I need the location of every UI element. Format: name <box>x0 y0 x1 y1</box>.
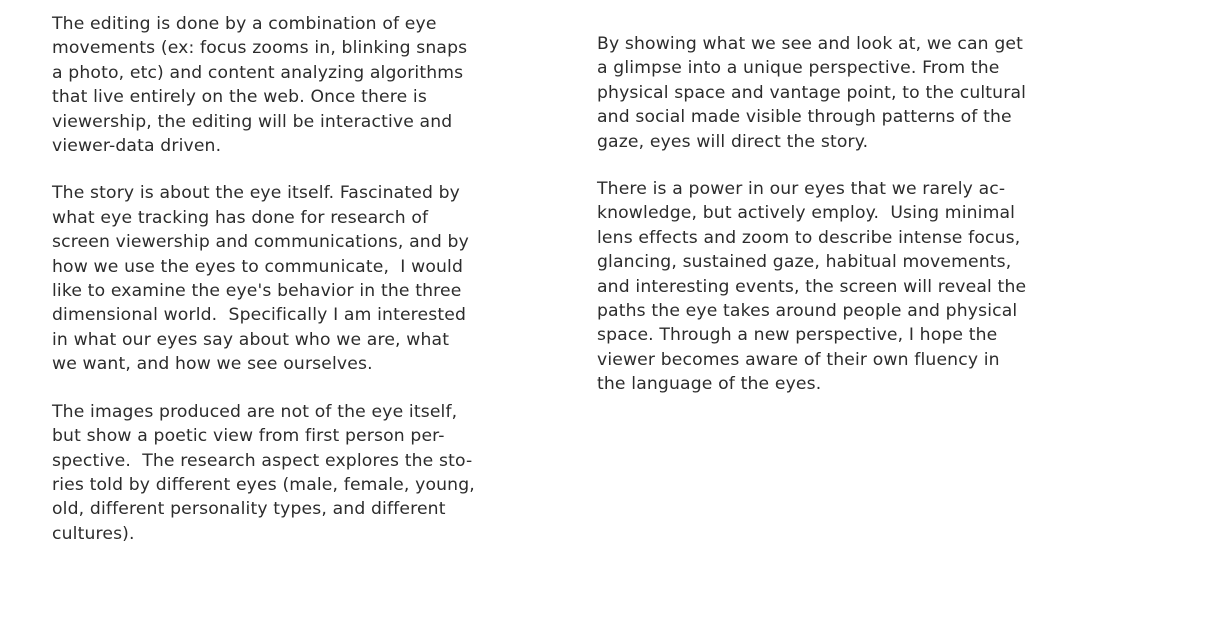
text-line: how we use the eyes to communicate, I would <box>52 256 464 277</box>
text-line: viewership, the editing will be interactive and <box>52 111 453 132</box>
text-line: physical space and vantage point, to the cultural <box>597 82 1027 103</box>
text-line: screen viewership and communications, and by <box>52 232 469 253</box>
text-line: movements (ex: focus zooms in, blinking snaps <box>52 38 468 59</box>
text-line: spective. The research aspect explores the sto- <box>52 450 473 471</box>
text-line: glancing, sustained gaze, habitual movements, <box>597 252 1012 273</box>
text-line: in what our eyes say about who we are, what <box>52 329 450 350</box>
paragraph-story <box>52 181 612 376</box>
text-line: ries told by different eyes (male, female, young, <box>52 474 475 495</box>
text-line: a glimpse into a unique perspective. From the <box>597 58 1000 79</box>
text-line: old, different personality types, and different <box>52 499 446 520</box>
text-line: paths the eye takes around people and physical <box>597 301 1018 322</box>
text-line: By showing what we see and look at, we can get <box>597 34 1024 54</box>
right-column <box>597 12 1157 420</box>
text-line: and social made visible through patterns of the <box>597 107 1012 128</box>
text-line: knowledge, but actively employ. Using minimal <box>597 203 1016 224</box>
text-line: There is a power in our eyes that we rarely ac- <box>597 179 1006 200</box>
text-line: the language of the eyes. <box>597 374 822 395</box>
text-line: but show a poetic view from first person per- <box>52 426 445 447</box>
text-line: The images produced are not of the eye itself, <box>52 401 458 422</box>
text-line: The story is about the eye itself. Fascinated by <box>52 183 460 204</box>
paragraph-images <box>52 400 612 546</box>
left-column <box>52 12 612 569</box>
text-line: what eye tracking has done for research of <box>52 207 429 228</box>
text-line: a photo, etc) and content analyzing algorithms <box>52 62 464 83</box>
text-line: lens effects and zoom to describe intense focus, <box>597 227 1021 248</box>
text-line: dimensional world. Specifically I am interested <box>52 305 467 326</box>
text-line: like to examine the eye's behavior in the three <box>52 281 462 302</box>
paragraph-perspective <box>597 32 1157 154</box>
text-line: gaze, eyes will direct the story. <box>597 131 869 152</box>
paragraph-power <box>597 177 1157 397</box>
text-line: viewer becomes aware of their own fluency in <box>597 349 1000 370</box>
text-line: viewer-data driven. <box>52 136 222 157</box>
text-line: cultures). <box>52 523 135 544</box>
paragraph-editing <box>52 12 612 158</box>
text-line: that live entirely on the web. Once there is <box>52 87 427 108</box>
text-line: space. Through a new perspective, I hope the <box>597 325 998 346</box>
text-line: and interesting events, the screen will reveal the <box>597 276 1027 297</box>
text-line: The editing is done by a combination of eye <box>52 14 437 34</box>
text-line: we want, and how we see ourselves. <box>52 354 373 375</box>
